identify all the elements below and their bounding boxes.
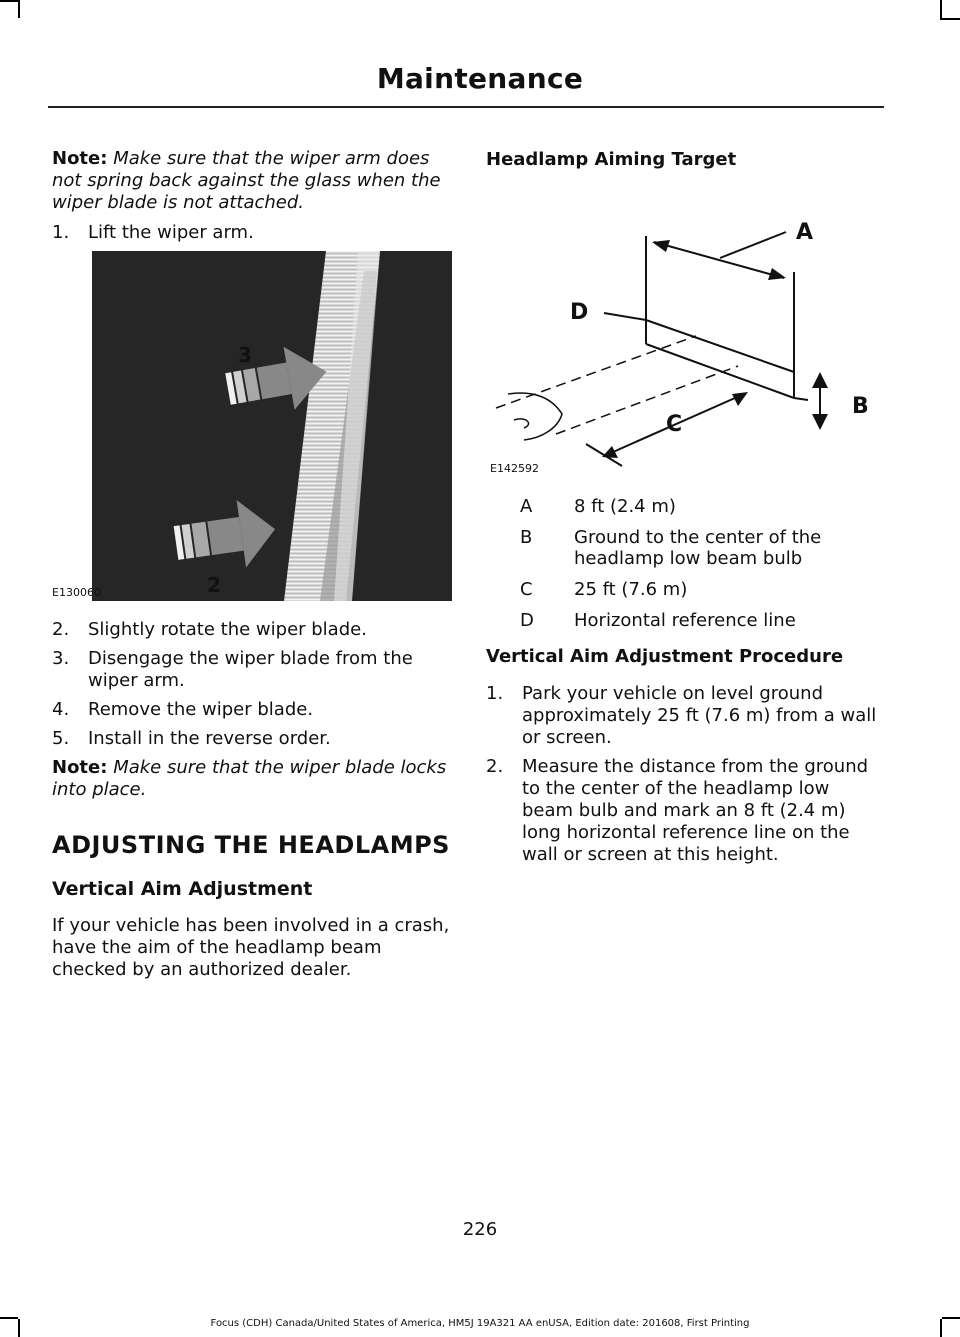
- step-text: Disengage the wiper blade from the wiper arm.: [88, 648, 413, 691]
- step-number: 5.: [52, 728, 70, 749]
- headlamp-target-figure: [486, 176, 886, 476]
- legend-row: [520, 496, 880, 517]
- step-number: 1.: [52, 222, 70, 243]
- list-item: [52, 728, 452, 750]
- headlamp-diagram: [486, 176, 886, 476]
- ground-line: [646, 344, 794, 398]
- beam-line-lower: [556, 366, 738, 434]
- list-item: [52, 619, 452, 641]
- arrow-head-icon: [652, 240, 670, 252]
- note-text: Make sure that the wiper arm does not spring back against the glass when the wiper blade is not attached.: [52, 148, 441, 213]
- label-a-leader: [720, 232, 786, 258]
- step-number: 2.: [486, 756, 504, 777]
- legend-row: [520, 610, 880, 631]
- figure-code: E142592: [490, 462, 539, 475]
- crop-mark: [0, 0, 18, 2]
- crop-mark: [940, 0, 942, 18]
- page-title: Maintenance: [376, 62, 584, 95]
- procedure-steps: [486, 683, 886, 866]
- step-number: 1.: [486, 683, 504, 704]
- note-label: Note:: [52, 148, 108, 169]
- list-item: [52, 222, 452, 244]
- figure-legend: [520, 496, 880, 631]
- step-text: Park your vehicle on level ground approximately 25 ft (7.6 m) from a wall or screen.: [522, 683, 877, 748]
- step-number: 3.: [52, 648, 70, 669]
- arrow-head-icon: [602, 446, 618, 458]
- footer-info: Focus (CDH) Canada/United States of America, HM5J 19A321 AA enUSA, Edition date: 201608, First Printing: [210, 1318, 750, 1329]
- step-list-2: [52, 619, 452, 750]
- legend-key: C: [520, 579, 533, 600]
- label-a: A: [796, 220, 814, 245]
- legend-value: Ground to the center of the headlamp low beam bulb: [574, 527, 822, 569]
- wiper-arm-figure: [52, 251, 452, 601]
- arrow-head-icon: [812, 414, 828, 430]
- legend-value: 8 ft (2.4 m): [574, 496, 676, 517]
- step-text: Lift the wiper arm.: [88, 222, 254, 243]
- figure-background: [92, 251, 452, 601]
- note-wiper-arm: [52, 148, 452, 214]
- step-number: 4.: [52, 699, 70, 720]
- list-item: [486, 756, 886, 866]
- left-column: [52, 148, 452, 981]
- list-item: [52, 648, 452, 692]
- header-rule: [48, 106, 884, 108]
- legend-row: [520, 527, 880, 569]
- ground-extension: [794, 398, 808, 400]
- right-column: [486, 148, 886, 873]
- figure-title: Headlamp Aiming Target: [486, 149, 737, 170]
- dimension-a: [654, 242, 784, 278]
- step-list-1: [52, 222, 452, 244]
- legend-key: D: [520, 610, 534, 631]
- label-d-leader: [604, 313, 646, 320]
- section-heading: ADJUSTING THE HEADLAMPS: [52, 831, 450, 859]
- crop-mark: [940, 18, 960, 20]
- list-item: [486, 683, 886, 749]
- subheading: Vertical Aim Adjustment: [52, 878, 313, 900]
- legend-key: A: [520, 496, 533, 517]
- step-text: Install in the reverse order.: [88, 728, 331, 749]
- legend-row: [520, 579, 880, 600]
- arrow-head-icon: [812, 372, 828, 388]
- step-text: Slightly rotate the wiper blade.: [88, 619, 367, 640]
- paragraph: If your vehicle has been involved in a crash, have the aim of the headlamp beam checked by an authorized dealer.: [52, 915, 450, 980]
- beam-line-upper: [496, 336, 696, 408]
- legend-key: B: [520, 527, 533, 548]
- step-number: 2.: [52, 619, 70, 640]
- page-number: 226: [462, 1219, 498, 1240]
- procedure-heading: Vertical Aim Adjustment Procedure: [486, 646, 844, 667]
- callout-3: 3: [238, 343, 252, 367]
- step-text: Measure the distance from the ground to the center of the headlamp low beam bulb and mark an 8 ft (2.4 m) long horizontal reference line on the wall or screen at this height.: [522, 756, 869, 865]
- callout-2: 2: [207, 573, 221, 597]
- list-item: [52, 699, 452, 721]
- label-d: D: [570, 300, 589, 325]
- note-text: Make sure that the wiper blade locks into place.: [52, 757, 447, 800]
- wiper-illustration: [52, 251, 452, 601]
- label-b: B: [852, 394, 869, 419]
- figure-code: E130060: [52, 586, 101, 599]
- label-c: C: [666, 412, 683, 437]
- arrow-head-icon: [768, 268, 786, 280]
- legend-value: Horizontal reference line: [574, 610, 796, 631]
- crop-mark: [18, 0, 20, 18]
- step-text: Remove the wiper blade.: [88, 699, 314, 720]
- note-label: Note:: [52, 757, 108, 778]
- legend-value: 25 ft (7.6 m): [574, 579, 688, 600]
- note-wiper-blade: [52, 757, 452, 801]
